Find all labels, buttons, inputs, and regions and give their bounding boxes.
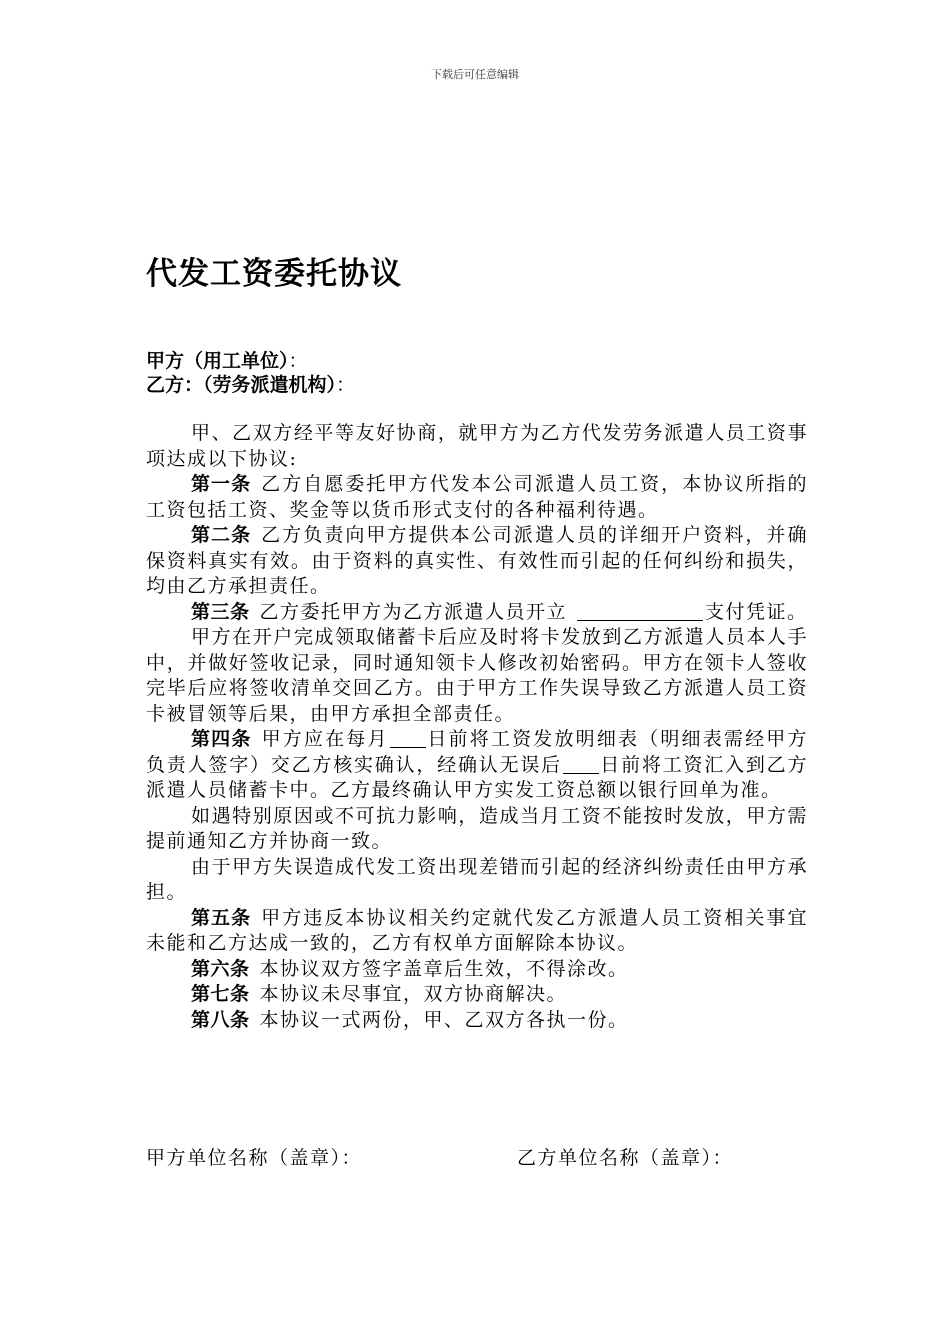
account-type-blank: [577, 600, 703, 621]
article-5-label: 第五条: [191, 906, 252, 929]
article-1-text: 乙方自愿委托甲方代发本公司派遣人员工资，本协议所指的工资包括工资、奖金等以货币形式支付的各种福利待遇。: [146, 473, 808, 521]
article-2: [146, 523, 808, 600]
article-4-text-3: 日前将工资汇入到乙方派遣人员储蓄卡中。乙方最终确认甲方实发工资总额以银行回单为准。: [146, 753, 808, 801]
article-4-text-2: 日前将工资发放明细表（明细表需经甲方负责人签字）交乙方核实确认，经确认无误后: [146, 728, 808, 776]
party-a-signature-line: 甲方单位名称（盖章）：: [146, 1147, 363, 1169]
party-b-label: 乙方：（劳务派遣机构）: [146, 374, 337, 396]
article-6: [146, 957, 808, 983]
article-3-paragraph-2: 甲方在开户完成领取储蓄卡后应及时将卡发放到乙方派遣人员本人手中，并做好签收记录，同时通知领卡人修改初始密码。甲方在领卡人签收完毕后应将签收清单交回乙方。由于甲方工作失误导致乙方派遣人员工资卡被冒领等后果，由甲方承担全部责任。: [146, 626, 808, 725]
article-4-paragraph-3: 由于甲方失误造成代发工资出现差错而引起的经济纠纷责任由甲方承担。: [146, 855, 808, 903]
article-7-text: 本协议未尽事宜，双方协商解决。: [259, 983, 568, 1005]
article-8-text: 本协议一式两份，甲、乙双方各执一份。: [259, 1008, 629, 1031]
party-a-line: [146, 349, 308, 373]
article-5-text: 甲方违反本协议相关约定就代发乙方派遣人员工资相关事宜未能和乙方达成一致的，乙方有权单方面解除本协议。: [146, 906, 808, 954]
article-7-label: 第七条: [191, 983, 250, 1005]
document-title: 代发工资委托协议: [146, 256, 402, 292]
header-note: 下载后可任意编辑: [431, 68, 519, 81]
party-a-label: 甲方（用工单位）: [146, 350, 289, 372]
article-1: [146, 472, 808, 523]
article-4-paragraph-2: 如遇特别原因或不可抗力影响，造成当月工资不能按时发放，甲方需提前通知乙方并协商一致。: [146, 804, 808, 852]
article-2-text: 乙方负责向甲方提供本公司派遣人员的详细开户资料，并确保资料真实有效。由于资料的真实性、有效性而引起的任何纠纷和损失，均由乙方承担责任。: [146, 524, 808, 597]
article-6-text: 本协议双方签字盖章后生效，不得涂改。: [259, 957, 629, 980]
payment-date-blank: [563, 753, 599, 774]
agreement-body: [146, 421, 808, 1033]
party-b-line: [146, 373, 355, 397]
article-8: [146, 1008, 808, 1034]
intro-paragraph: 甲、乙双方经平等友好协商，就甲方为乙方代发劳务派遣人员工资事项达成以下协议:: [146, 422, 808, 470]
article-4-text-1: 甲方应在每月: [261, 728, 389, 750]
article-3: [146, 600, 808, 626]
article-1-label: 第一条: [191, 473, 252, 495]
article-7: [146, 982, 808, 1008]
article-4-label: 第四条: [191, 728, 252, 750]
article-3-text-after: 支付凭证。: [705, 600, 808, 623]
article-3-label: 第三条: [191, 600, 250, 623]
statement-date-blank: [390, 727, 426, 748]
article-4: [146, 727, 808, 804]
party-b-colon: ：: [336, 374, 356, 396]
article-8-label: 第八条: [191, 1008, 250, 1031]
article-2-label: 第二条: [191, 524, 252, 546]
party-a-colon: ：: [288, 350, 308, 372]
article-5: [146, 906, 808, 957]
article-3-text-before: 乙方委托甲方为乙方派遣人员开立: [259, 600, 568, 623]
party-b-signature-line: 乙方单位名称（盖章）：: [517, 1147, 734, 1169]
article-6-label: 第六条: [191, 957, 250, 980]
